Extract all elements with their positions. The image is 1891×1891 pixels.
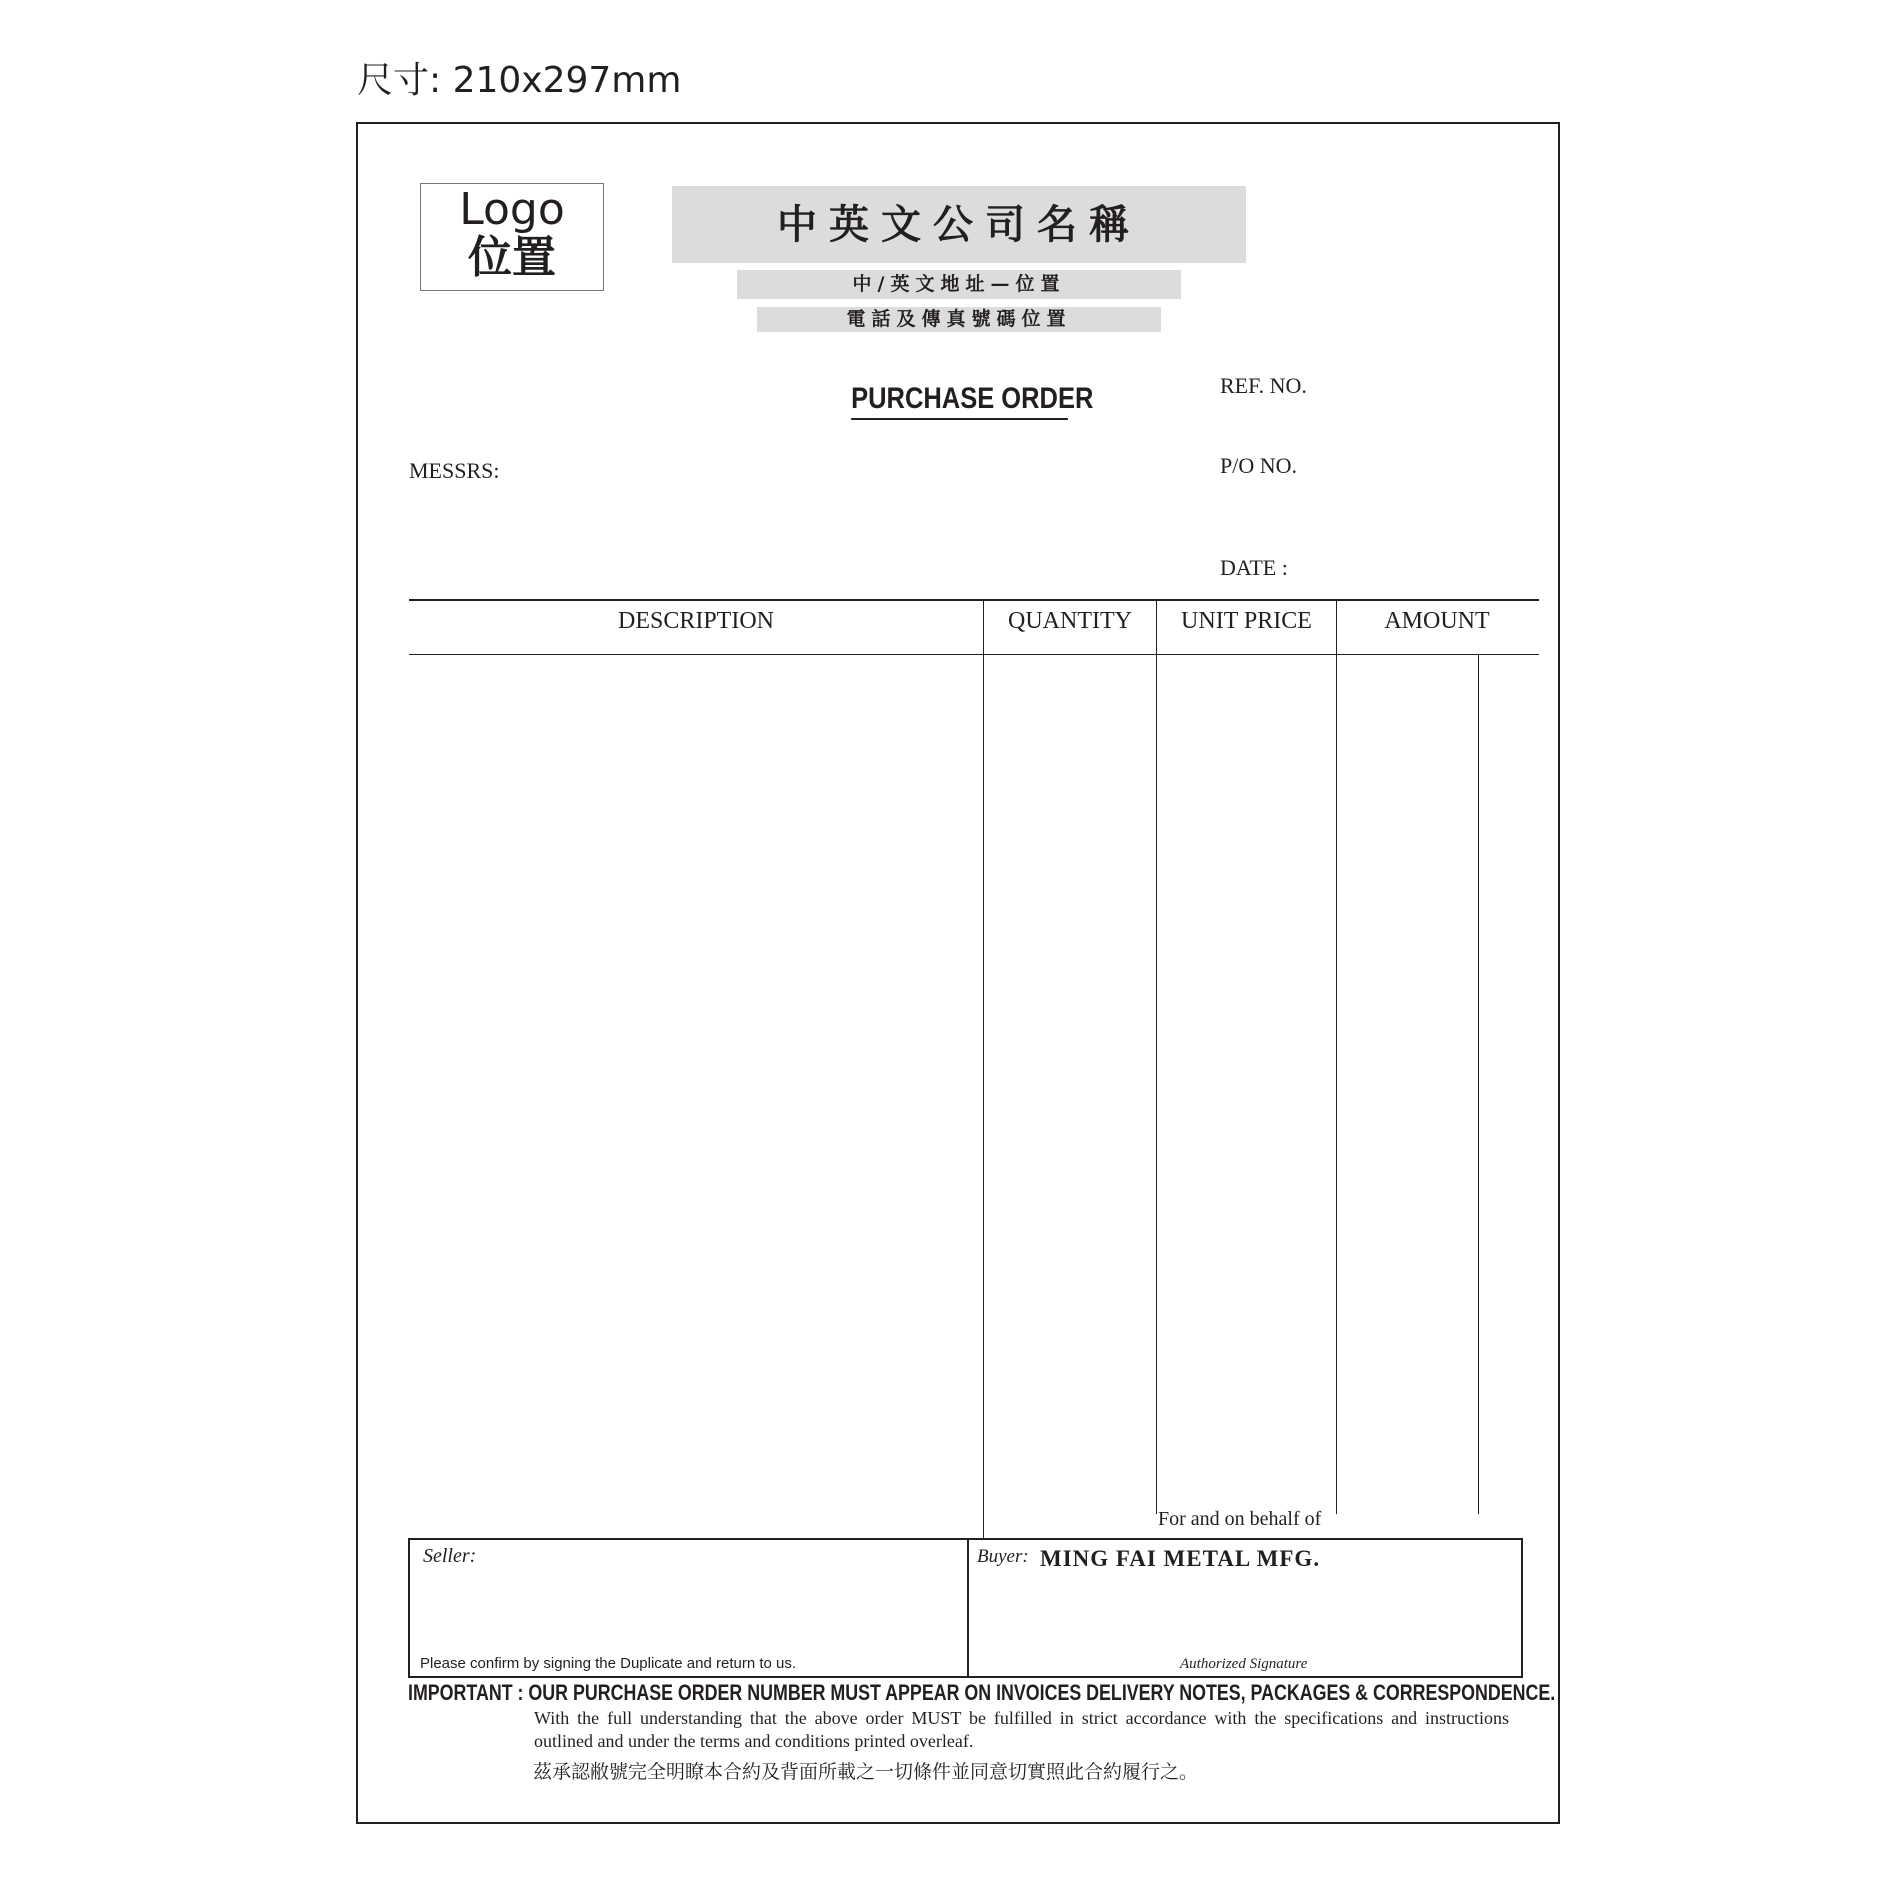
paper-size-label: 尺寸: 210x297mm bbox=[357, 60, 682, 101]
company-phone-band: 電話及傳真號碼位置 bbox=[757, 307, 1161, 332]
date-label: DATE : bbox=[1220, 555, 1288, 580]
terms-english: With the full understanding that the above order MUST be fulfilled in strict accordance with the specifications and instructions outlined and under the terms and conditions printed overleaf. bbox=[534, 1708, 1509, 1751]
seller-label: Seller: bbox=[423, 1545, 477, 1567]
signature-divider bbox=[967, 1538, 969, 1678]
logo-placeholder bbox=[420, 183, 604, 291]
column-header-quantity: QUANTITY bbox=[1008, 608, 1132, 634]
logo-position-text: 位置 bbox=[468, 232, 556, 283]
document-title: PURCHASE ORDER bbox=[851, 380, 1068, 420]
logo-text: Logo bbox=[459, 184, 565, 235]
buyer-company-name: MING FAI METAL MFG. bbox=[1040, 1546, 1321, 1571]
column-header-amount: AMOUNT bbox=[1384, 608, 1490, 634]
company-address-band: 中/英文地址—位置 bbox=[737, 270, 1181, 299]
column-divider bbox=[1156, 599, 1157, 1514]
table-header-rule bbox=[409, 654, 1539, 655]
confirm-note: Please confirm by signing the Duplicate and return to us. bbox=[420, 1655, 797, 1672]
po-no-label: P/O NO. bbox=[1220, 453, 1298, 478]
company-name-band: 中英文公司名稱 bbox=[672, 186, 1246, 263]
column-header-description: DESCRIPTION bbox=[617, 608, 774, 634]
column-header-unit-price: UNIT PRICE bbox=[1181, 608, 1312, 634]
table-top-rule bbox=[409, 599, 1539, 601]
messrs-label: MESSRS: bbox=[409, 458, 500, 483]
column-divider bbox=[1478, 655, 1479, 1514]
important-notice: IMPORTANT : OUR PURCHASE ORDER NUMBER MUST APPEAR ON INVOICES DELIVERY NOTES, PACKAGES & CORRESPONDENCE. bbox=[408, 1680, 1556, 1705]
column-divider bbox=[983, 599, 984, 1538]
on-behalf-text: For and on behalf of bbox=[1158, 1508, 1322, 1530]
buyer-label: Buyer: bbox=[977, 1546, 1029, 1567]
authorized-signature-label: Authorized Signature bbox=[1180, 1656, 1308, 1672]
column-divider bbox=[1336, 599, 1337, 1514]
ref-no-label: REF. NO. bbox=[1220, 373, 1307, 398]
terms-chinese: 茲承認敝號完全明瞭本合約及背面所載之一切條件並同意切實照此合約履行之。 bbox=[533, 1761, 1199, 1783]
